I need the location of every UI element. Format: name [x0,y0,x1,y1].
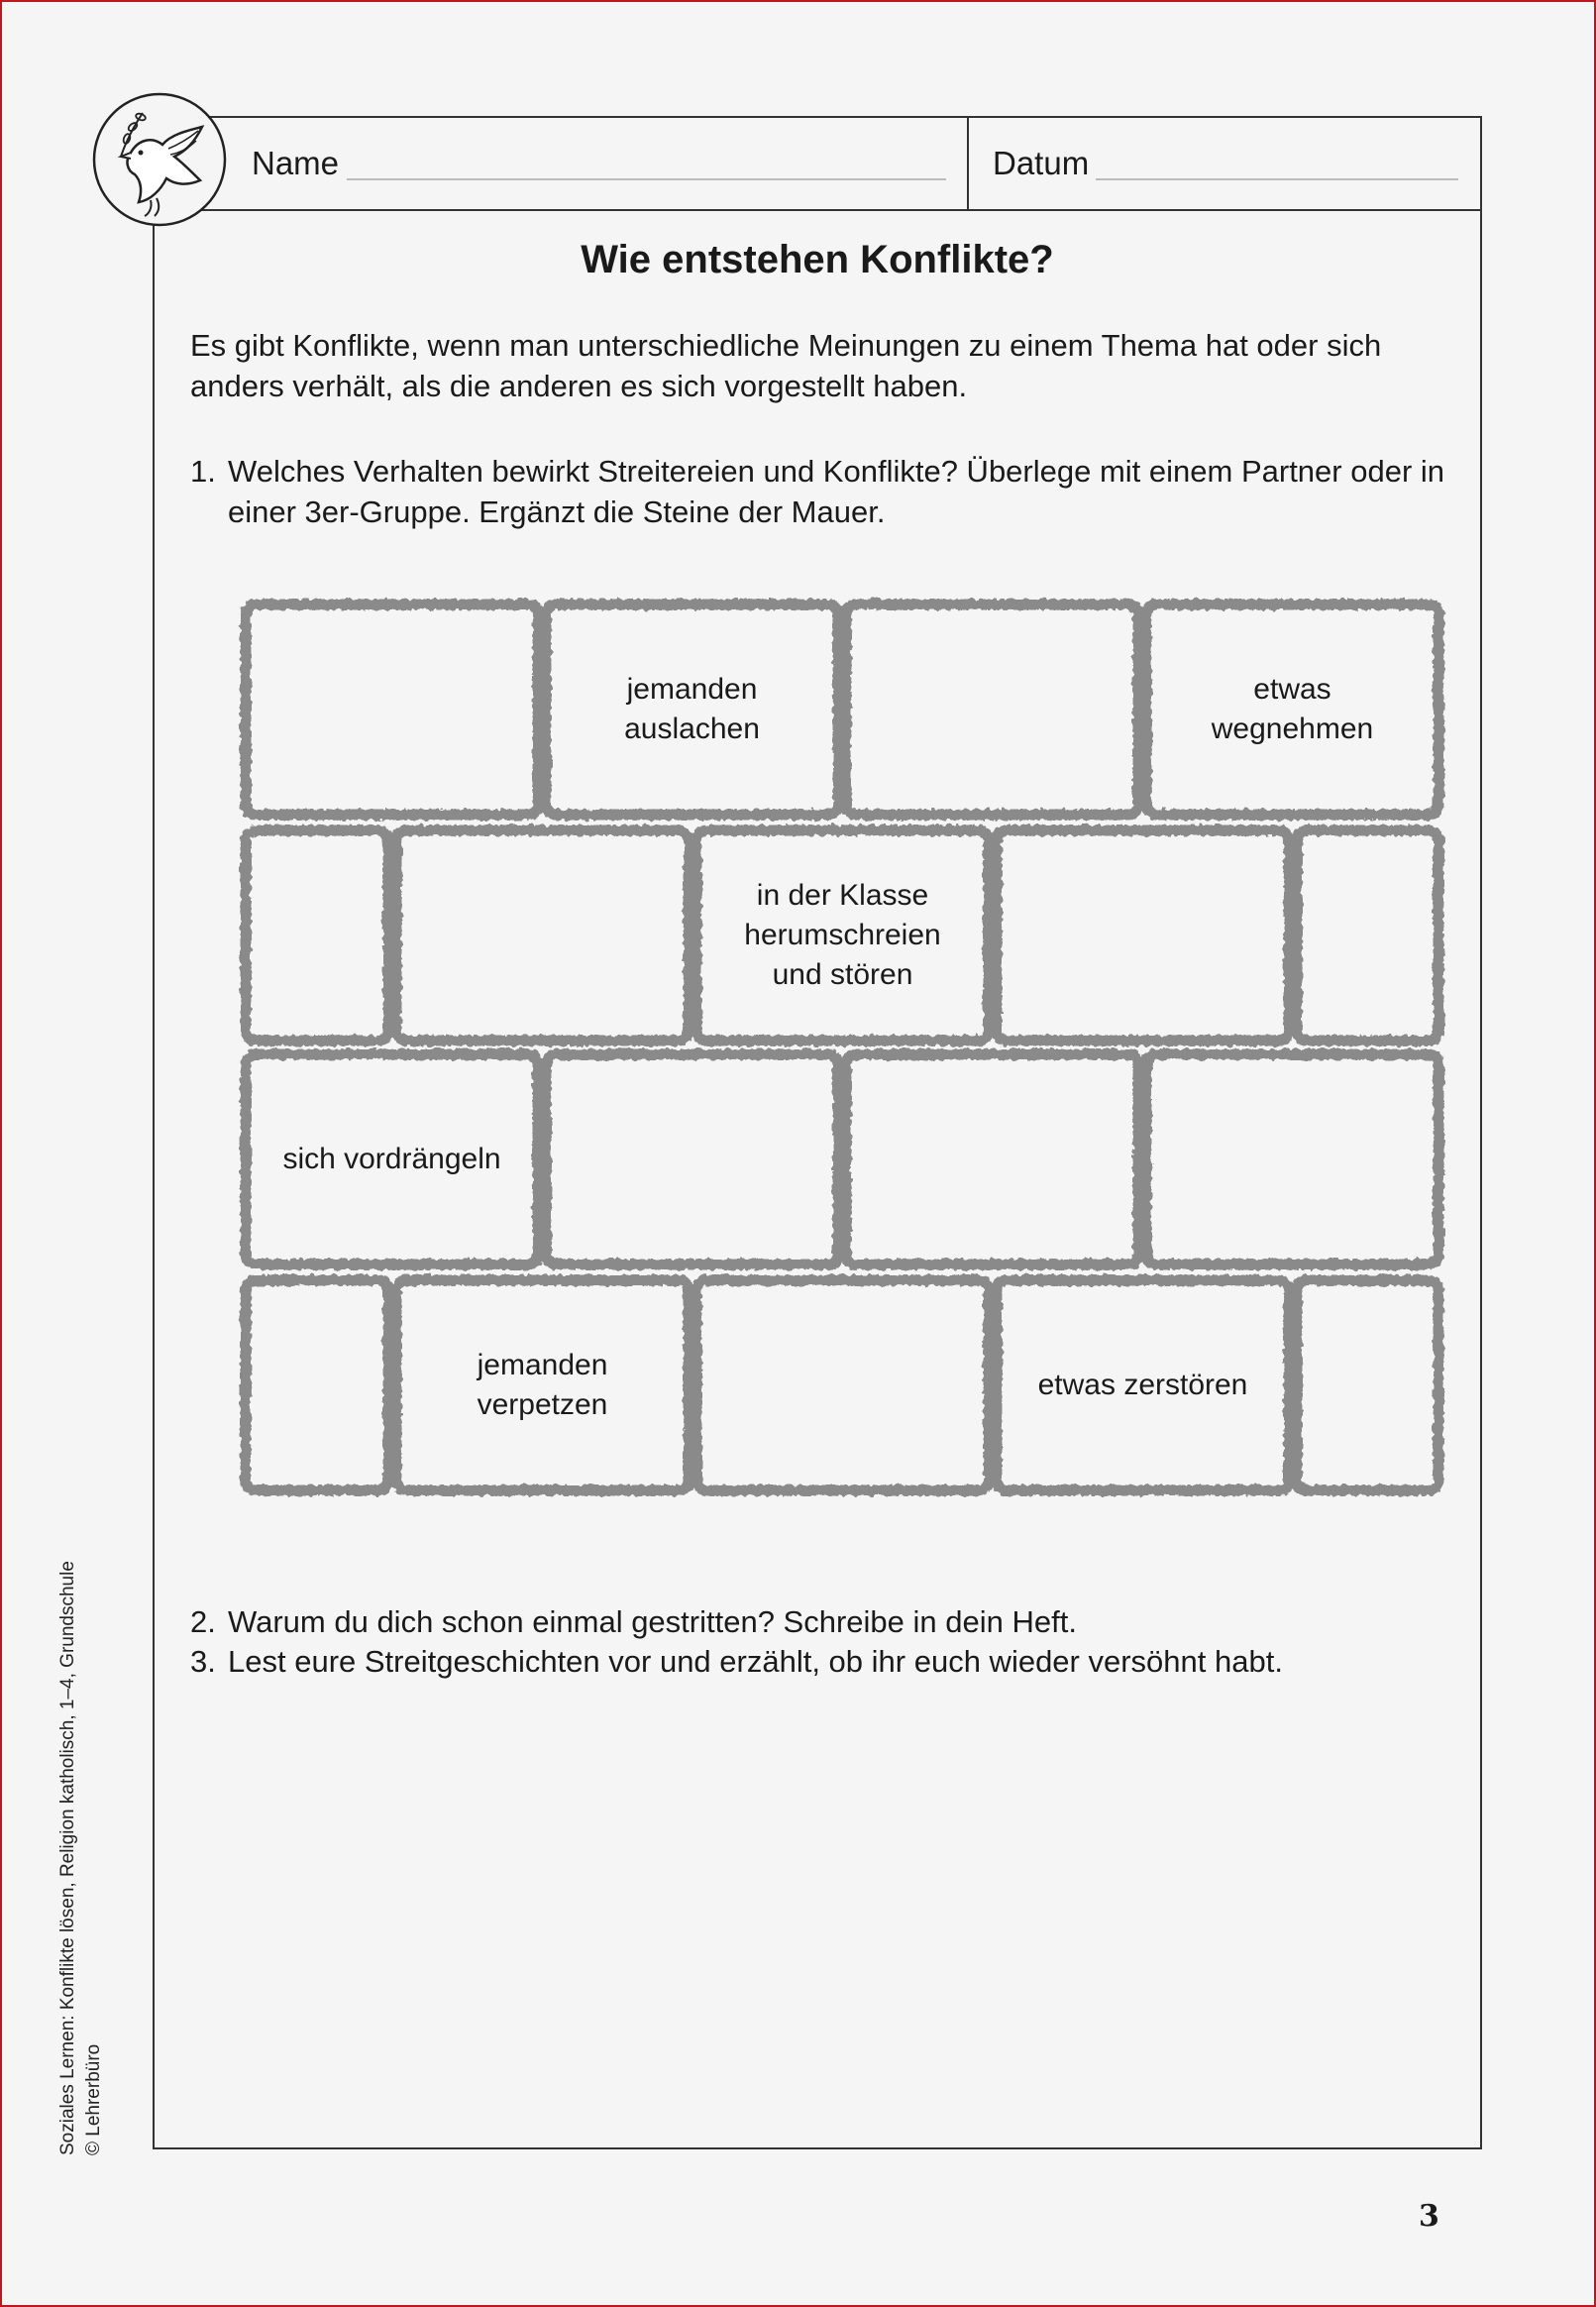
task-number: 1. [190,454,216,489]
brick-blank[interactable] [402,836,683,1035]
task-number: 3. [190,1644,216,1679]
brick-blank[interactable] [252,610,532,809]
page-number: 3 [1419,2199,1439,2234]
brick-blank[interactable] [1303,836,1433,1035]
brick-blank[interactable] [1003,836,1283,1035]
brick-label: etwas zerstören [1037,1369,1248,1401]
copyright: © Lehrerbüro [83,2043,104,2155]
brick-blank[interactable] [552,1060,832,1259]
task-text: Warum du dich schon einmal gestritten? Schreibe in dein Heft. [228,1604,1077,1639]
brick-blank[interactable] [252,1286,382,1484]
task-3 [190,1641,1468,1682]
brick-label: etwas wegnehmen [1211,673,1374,745]
name-label: Name [252,145,340,181]
task-text: Lest eure Streitgeschichten vor und erzählt, ob ihr euch wieder versöhnt habt. [228,1644,1283,1679]
brick-blank[interactable] [252,836,382,1035]
worksheet-title: Wie entstehen Konflikte? [581,238,1054,281]
brick-blank[interactable] [852,610,1132,809]
brick-label: jemanden verpetzen [477,1349,608,1421]
brick-blank[interactable] [702,1286,983,1484]
date-label: Datum [993,145,1090,181]
brick-label: in der Klasse herumschreien und stören [744,879,941,991]
footer-side-note [55,1561,107,2155]
brick-blank[interactable] [1152,1060,1433,1259]
intro-text: Es gibt Konflikte, wenn man unterschiedliche Meinungen zu einem Thema hat oder sich anders verhält, als die anderen es sich vorgestellt haben. [190,328,1382,403]
brick-label: sich vordrängeln [282,1143,501,1175]
task-text: Welches Verhalten bewirkt Streitereien und Konflikte? Überlege mit einem Partner oder in einer 3er-Gruppe. Ergänzt die Steine der Mauer. [228,454,1445,529]
series-info: Soziales Lernen: Konflikte lösen, Religion katholisch, 1–4, Grundschule [57,1561,78,2155]
brick-blank[interactable] [852,1060,1132,1259]
task-2 [190,1601,1468,1642]
task-number: 2. [190,1604,216,1639]
brick-blank[interactable] [1303,1286,1433,1484]
brick-label: jemanden auslachen [624,673,760,745]
